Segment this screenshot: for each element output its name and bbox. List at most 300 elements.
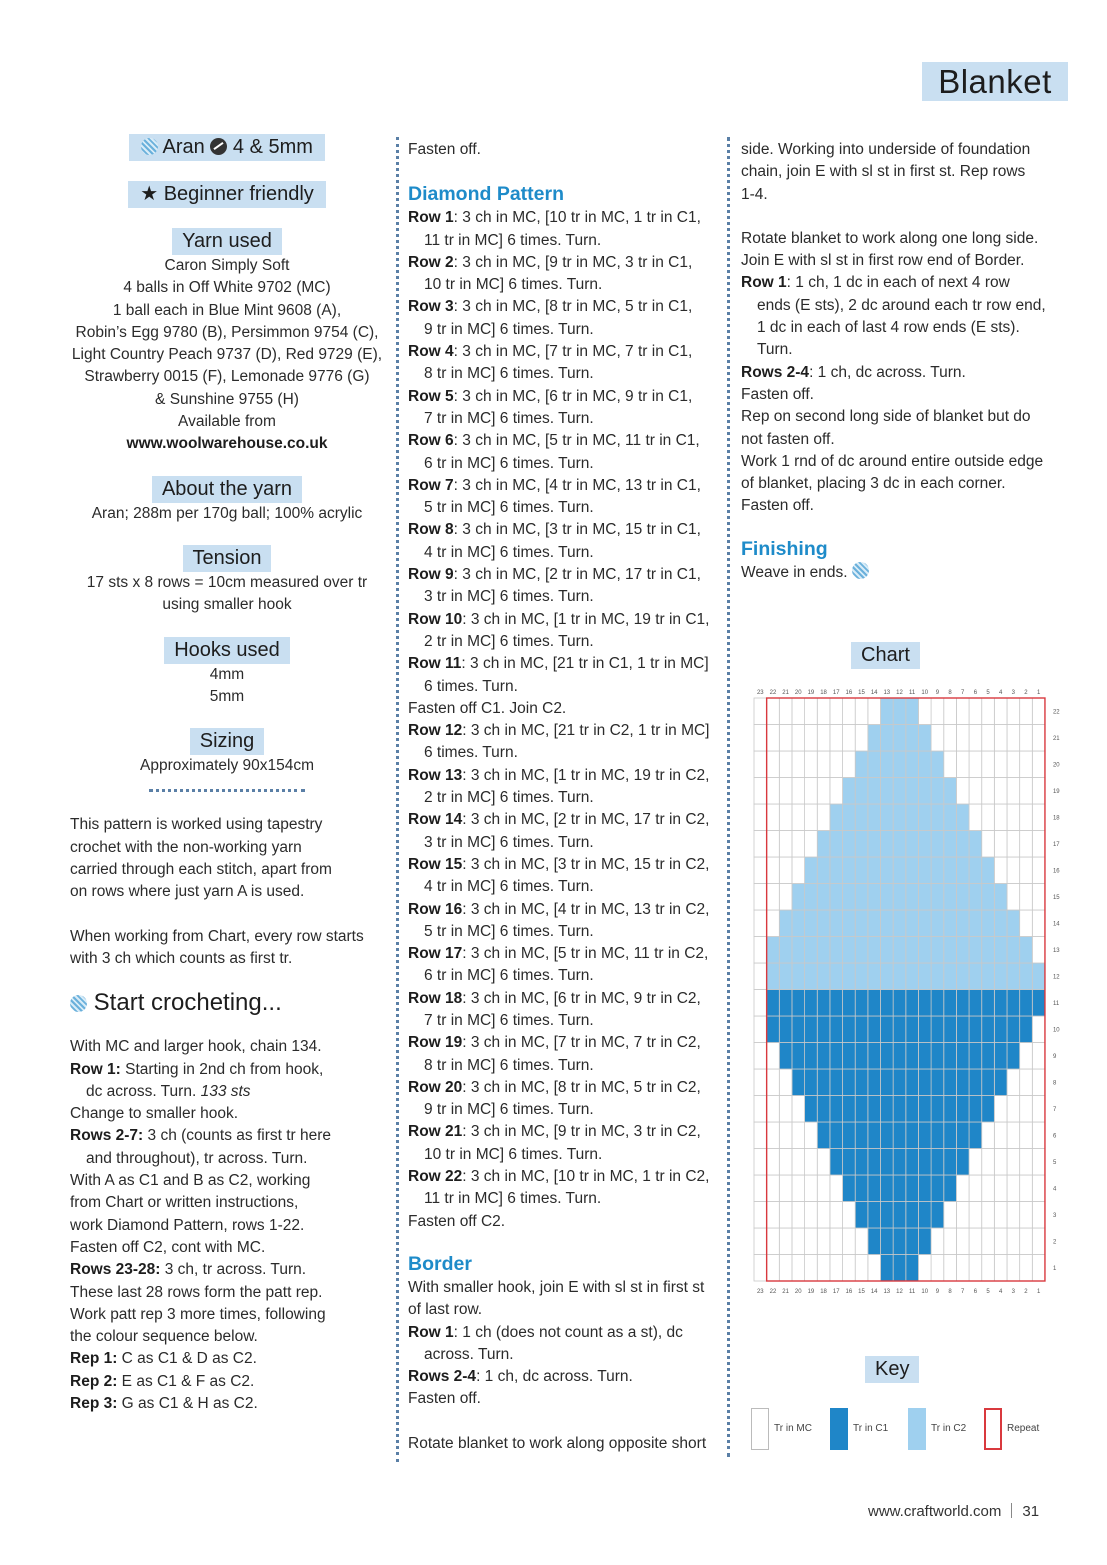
chart-cell: [931, 751, 944, 778]
chart-cell: [893, 884, 906, 911]
instruction-line: [70, 1282, 384, 1304]
chart-cell: [1032, 937, 1045, 964]
chart-cell: [931, 1016, 944, 1043]
chart-cell: [843, 857, 856, 884]
chart-cell: [893, 698, 906, 725]
row-label: Rep 3:: [70, 1394, 118, 1412]
instruction-text: : 3 ch in MC, [3 tr in MC, 15 tr in C1,: [453, 521, 701, 539]
instruction-text: 1 dc in each of last 4 row ends (E sts).: [757, 319, 1020, 337]
yarn-heading: Yarn used: [172, 228, 282, 255]
chart-cell: [931, 990, 944, 1017]
instruction-text: dc across. Turn.: [86, 1082, 201, 1100]
chart-cell: [754, 1228, 767, 1255]
chart-cell: [830, 1149, 843, 1176]
chart-cell: [1020, 725, 1033, 752]
info-column: [70, 134, 384, 1415]
chart-cell: [944, 698, 957, 725]
chart-cell: [994, 831, 1007, 858]
chart-cell: [918, 910, 931, 937]
chart-col-label-bottom: 13: [883, 1289, 891, 1295]
chart-cell: [881, 804, 894, 831]
chart-cell: [868, 884, 881, 911]
stitch-count: 133 sts: [200, 1082, 251, 1100]
instruction-line: [408, 519, 726, 541]
chart-cell: [792, 1016, 805, 1043]
row-label: Row 4: [408, 343, 454, 361]
instruction-text: : 3 ch in MC, [9 tr in MC, 3 tr in C1,: [453, 253, 693, 271]
chart-cell: [779, 751, 792, 778]
chart-cell: [817, 1202, 830, 1229]
chart-heading: Chart: [851, 642, 920, 669]
instruction-line: [70, 1304, 384, 1326]
instruction-text: 6 times. Turn.: [424, 677, 518, 695]
chart-cell: [843, 778, 856, 805]
chart-cell: [817, 778, 830, 805]
row-label: Row 3: [408, 298, 454, 316]
chart-cell: [767, 725, 780, 752]
chart-cell: [1032, 1016, 1045, 1043]
chart-cell: [969, 831, 982, 858]
chart-cell: [982, 937, 995, 964]
chart-cell: [868, 990, 881, 1017]
chart-cell: [805, 751, 818, 778]
chart-cell: [779, 1149, 792, 1176]
instruction-text: Fasten off C2.: [408, 1212, 506, 1230]
chart-cell: [1020, 1122, 1033, 1149]
chart-cell: [1007, 1096, 1020, 1123]
chart-cell: [994, 884, 1007, 911]
instruction-text: : 3 ch in MC, [8 tr in MC, 5 tr in C2,: [462, 1078, 701, 1096]
instruction-line: [408, 965, 726, 987]
chart-cell: [1007, 990, 1020, 1017]
chart-cell: [931, 804, 944, 831]
chart-col-label-bottom: 5: [986, 1289, 990, 1295]
chart-cell: [767, 1228, 780, 1255]
chart-cell: [767, 831, 780, 858]
instruction-line: [741, 317, 1061, 339]
chart-cell: [754, 963, 767, 990]
chart-cell: [817, 1122, 830, 1149]
chart-cell: [1020, 804, 1033, 831]
chart-cell: [893, 804, 906, 831]
chart-cell: [893, 1149, 906, 1176]
chart-col-label-bottom: 2: [1024, 1289, 1028, 1295]
chart-col-label-bottom: 4: [999, 1289, 1003, 1295]
chart-cell: [805, 1228, 818, 1255]
instruction-line: [408, 1277, 726, 1299]
chart-cell: [982, 963, 995, 990]
tension-heading: Tension: [183, 545, 272, 572]
chart-cell: [893, 1228, 906, 1255]
chart-cell: [893, 1096, 906, 1123]
chart-cell: [792, 1255, 805, 1282]
chart-cell: [881, 1228, 894, 1255]
instruction-text: Fasten off.: [741, 385, 814, 403]
chart-col-label-top: 16: [845, 690, 853, 696]
key-swatch: [830, 1408, 848, 1450]
chart-cell: [767, 804, 780, 831]
instruction-text: Change to smaller hook.: [70, 1105, 239, 1123]
pattern-column: [408, 139, 726, 1455]
chart-cell: [1032, 1122, 1045, 1149]
chart-cell: [779, 1043, 792, 1070]
chart-cell: [1007, 1228, 1020, 1255]
chart-cell: [956, 1202, 969, 1229]
chart-cell: [830, 698, 843, 725]
instruction-text: 11 tr in MC] 6 times. Turn.: [424, 1190, 602, 1208]
chart-cell: [944, 963, 957, 990]
chart-cell: [754, 804, 767, 831]
chart-cell: [969, 1149, 982, 1176]
instruction-line: [408, 899, 726, 921]
intro-paragraph: [70, 814, 384, 903]
chart-cell: [1032, 778, 1045, 805]
chart-cell: [994, 857, 1007, 884]
chart-cell: [754, 937, 767, 964]
chart-row-label: 9: [1052, 1053, 1057, 1060]
chart-cell: [855, 1016, 868, 1043]
chart-cell: [906, 1202, 919, 1229]
chart-cell: [792, 1175, 805, 1202]
chart-cell: [906, 1122, 919, 1149]
chart-cell: [906, 1149, 919, 1176]
instruction-text: : 3 ch in MC, [4 tr in MC, 13 tr in C1,: [453, 476, 701, 494]
chart-cell: [817, 698, 830, 725]
instruction-text: 6 times. Turn.: [424, 744, 518, 762]
instruction-text: : 3 ch in MC, [8 tr in MC, 5 tr in C1,: [453, 298, 693, 316]
chart-cell: [944, 990, 957, 1017]
chart-cell: [918, 804, 931, 831]
chart-cell: [906, 1255, 919, 1282]
chart-cell: [982, 1096, 995, 1123]
chart-cell: [830, 1255, 843, 1282]
instruction-text: side. Working into underside of foundation: [741, 141, 1031, 158]
chart-row-label: 2: [1052, 1239, 1057, 1246]
key-swatch: [984, 1408, 1002, 1450]
instruction-text: Weave in ends.: [741, 563, 852, 581]
supplier-link[interactable]: www.woolwarehouse.co.uk: [126, 435, 328, 453]
sizing-heading: Sizing: [190, 728, 264, 755]
chart-cell: [754, 1096, 767, 1123]
instruction-text: 7 tr in MC] 6 times. Turn.: [424, 1011, 594, 1029]
chart-col-label-top: 11: [909, 690, 916, 696]
chart-cell: [1020, 751, 1033, 778]
chart-cell: [956, 1096, 969, 1123]
chart-cell: [956, 910, 969, 937]
chart-cell: [754, 1043, 767, 1070]
chart-col-label-bottom: 9: [935, 1289, 940, 1295]
chart-cell: [1032, 1069, 1045, 1096]
chart-row-label: 21: [1052, 735, 1060, 742]
chart-cell: [830, 751, 843, 778]
yarn-line: & Sunshine 9755 (H): [155, 390, 299, 408]
instruction-text: of last row.: [408, 1301, 483, 1319]
instruction-text: : 1 ch, dc across. Turn.: [809, 363, 966, 381]
chart-cell: [855, 1149, 868, 1176]
spacer: [408, 1411, 726, 1433]
chart-cell: [1020, 1149, 1033, 1176]
chart-cell: [931, 725, 944, 752]
instruction-text: 9 tr in MC] 6 times. Turn.: [424, 1101, 594, 1119]
chart-cell: [1032, 910, 1045, 937]
chart-cell: [1007, 884, 1020, 911]
chart-cell: [805, 1175, 818, 1202]
chart-cell: [956, 778, 969, 805]
chart-cell: [830, 990, 843, 1017]
chart-cell: [830, 1069, 843, 1096]
chart-cell: [855, 725, 868, 752]
instruction-text: : 1 ch, 1 dc in each of next 4 row: [786, 274, 1010, 292]
row-label: Row 2: [408, 253, 454, 271]
chart-cell: [893, 1202, 906, 1229]
chart-cell: [830, 1016, 843, 1043]
section-divider: [149, 789, 305, 792]
chart-cell: [805, 804, 818, 831]
column-divider: [396, 137, 399, 1462]
chart-cell: [1007, 698, 1020, 725]
instruction-line: [408, 1366, 726, 1388]
instruction-line: [408, 274, 726, 296]
chart-cell: [754, 884, 767, 911]
chart-cell: [767, 1096, 780, 1123]
instruction-line: [741, 562, 1061, 584]
instruction-text: : 3 ch in MC, [7 tr in MC, 7 tr in C1,: [453, 343, 693, 361]
intro-line: crochet with the non-working yarn: [70, 838, 302, 856]
chart-cell: [779, 937, 792, 964]
chart-cell: [843, 990, 856, 1017]
chart-cell: [754, 778, 767, 805]
instruction-text: : 3 ch in MC, [6 tr in MC, 9 tr in C1,: [453, 387, 693, 405]
chart-cell: [1020, 910, 1033, 937]
chart-cell: [855, 910, 868, 937]
chart-col-label-bottom: 8: [948, 1289, 952, 1295]
chart-cell: [893, 751, 906, 778]
chart-col-label-bottom: 3: [1011, 1289, 1015, 1295]
instruction-line: [408, 1077, 726, 1099]
instruction-text: Work 1 rnd of dc around entire outside edge: [741, 452, 1044, 470]
instruction-text: : 3 ch in MC, [5 tr in MC, 11 tr in C2,: [462, 945, 709, 963]
chart-cell: [1020, 1096, 1033, 1123]
instruction-line: [70, 1259, 384, 1281]
chart-cell: [830, 1202, 843, 1229]
chart-cell: [868, 1202, 881, 1229]
row-label: Rows 23-28:: [70, 1261, 161, 1279]
level-label: Beginner friendly: [163, 183, 314, 205]
key-label: Tr in MC: [774, 1423, 812, 1434]
chart-cell: [855, 1096, 868, 1123]
key-heading: Key: [865, 1356, 919, 1383]
chart-cell: [754, 857, 767, 884]
chart-cell: [843, 1096, 856, 1123]
chart-cell: [843, 1255, 856, 1282]
chart-col-label-top: 21: [782, 690, 789, 696]
finishing-column: [741, 139, 1061, 584]
hook-icon: [210, 138, 227, 155]
chart-cell: [956, 1255, 969, 1282]
chart-cell: [944, 1255, 957, 1282]
instruction-line: [408, 564, 726, 586]
chart-cell: [779, 1228, 792, 1255]
chart-cell: [830, 778, 843, 805]
row-label: Row 13: [408, 766, 463, 784]
chart-cell: [767, 884, 780, 911]
instruction-text: 6 tr in MC] 6 times. Turn.: [424, 967, 594, 985]
chart-row-label: 6: [1052, 1133, 1057, 1140]
chart-cell: [906, 1175, 919, 1202]
chart-cell: [855, 1122, 868, 1149]
chart-cell: [918, 751, 931, 778]
chart-cell: [767, 963, 780, 990]
chart-cell: [868, 751, 881, 778]
chart-cell: [805, 990, 818, 1017]
chart-cell: [881, 698, 894, 725]
chart-cell: [767, 990, 780, 1017]
instruction-line: [741, 272, 1061, 294]
chart-row-label: 12: [1052, 974, 1060, 981]
footer-site: www.craftworld.com: [868, 1503, 1002, 1520]
chart-cell: [779, 804, 792, 831]
chart-cell: [817, 725, 830, 752]
chart-cell: [956, 1043, 969, 1070]
chart-cell: [767, 1122, 780, 1149]
chart-cell: [868, 1096, 881, 1123]
chart-cell: [1032, 963, 1045, 990]
chart-col-label-top: 8: [948, 690, 952, 696]
instruction-text: C as C1 & D as C2.: [117, 1350, 257, 1368]
chart-cell: [767, 910, 780, 937]
start-heading: [70, 988, 384, 1018]
chart-cell: [994, 1096, 1007, 1123]
chart-cell: [893, 1043, 906, 1070]
instruction-line: [408, 252, 726, 274]
instruction-line: [408, 207, 726, 229]
instruction-text: Fasten off.: [741, 497, 814, 515]
chart-cell: [906, 751, 919, 778]
chart-cell: [1020, 778, 1033, 805]
chart-cell: [1032, 1255, 1045, 1282]
chart-row-label: 10: [1052, 1027, 1060, 1034]
chart-cell: [1020, 963, 1033, 990]
chart-cell: [868, 1043, 881, 1070]
chart-cell: [881, 990, 894, 1017]
instruction-text: : 3 ch in MC, [1 tr in MC, 19 tr in C1,: [462, 610, 710, 628]
chart-cell: [944, 778, 957, 805]
chart-cell: [817, 831, 830, 858]
chart-cell: [931, 1202, 944, 1229]
instruction-line: [70, 1059, 384, 1081]
chart-cell: [881, 910, 894, 937]
chart-cell: [1007, 1175, 1020, 1202]
row-label: Row 1:: [70, 1060, 121, 1078]
chart-cell: [767, 751, 780, 778]
chart-cell: [956, 1069, 969, 1096]
chart-cell: [767, 778, 780, 805]
instruction-line: [70, 1215, 384, 1237]
instruction-line: [70, 1170, 384, 1192]
yarn-line: Strawberry 0015 (F), Lemonade 9776 (G): [84, 368, 370, 386]
chart-cell: [982, 1202, 995, 1229]
chart-cell: [956, 963, 969, 990]
row-label: Rows 2-7:: [70, 1127, 144, 1145]
chart-cell: [855, 963, 868, 990]
key-swatch: [908, 1408, 926, 1450]
chart-cell: [994, 990, 1007, 1017]
chart-cell: [754, 725, 767, 752]
chart-cell: [881, 778, 894, 805]
chart-cell: [956, 698, 969, 725]
chart-cell: [792, 698, 805, 725]
instruction-text: 5 tr in MC] 6 times. Turn.: [424, 499, 594, 517]
chart-cell: [754, 1202, 767, 1229]
instruction-line: [741, 451, 1061, 473]
chart-cell: [982, 698, 995, 725]
chart-cell: [754, 831, 767, 858]
instruction-text: Fasten off.: [408, 141, 481, 158]
chart-cell: [944, 1069, 957, 1096]
chart-cell: [982, 1069, 995, 1096]
chart-cell: [969, 910, 982, 937]
row-label: Row 16: [408, 900, 463, 918]
chart-cell: [956, 937, 969, 964]
chart-cell: [982, 1122, 995, 1149]
chart-cell: [805, 857, 818, 884]
chart-cell: [944, 910, 957, 937]
chart-cell: [982, 1043, 995, 1070]
row-label: Row 20: [408, 1078, 463, 1096]
chart-cell: [994, 725, 1007, 752]
chart-cell: [969, 1228, 982, 1255]
chart-cell: [779, 698, 792, 725]
instruction-text: E as C1 & F as C2.: [117, 1372, 255, 1390]
chart-cell: [855, 937, 868, 964]
chart-cell: [792, 963, 805, 990]
instruction-line: [741, 139, 1061, 161]
instruction-line: [70, 1326, 384, 1348]
chart-cell: [906, 857, 919, 884]
chart-cell: [969, 804, 982, 831]
chart-cell: [754, 698, 767, 725]
chart-cell: [830, 804, 843, 831]
chart-col-label-top: 3: [1011, 690, 1015, 696]
spacer: [741, 206, 1061, 228]
chart-cell: [868, 910, 881, 937]
chart-cell: [969, 1043, 982, 1070]
instruction-text: 8 tr in MC] 6 times. Turn.: [424, 1056, 594, 1074]
chart-col-label-top: 4: [999, 690, 1003, 696]
chart-col-label-bottom: 17: [832, 1289, 840, 1295]
instruction-line: [70, 1192, 384, 1214]
chart-cell: [931, 1175, 944, 1202]
row-label: Row 18: [408, 989, 463, 1007]
chart-cell: [994, 1043, 1007, 1070]
chart-cell: [1007, 1255, 1020, 1282]
chart-cell: [931, 1096, 944, 1123]
instruction-line: [70, 1237, 384, 1259]
instruction-line: [741, 339, 1061, 361]
instruction-line: [408, 921, 726, 943]
yarn-details: [70, 255, 384, 433]
instruction-text: : 1 ch, dc across. Turn.: [476, 1368, 633, 1386]
chart-cell: [944, 725, 957, 752]
chart-cell: [779, 725, 792, 752]
chart-col-label-top: 13: [883, 690, 891, 696]
chart-cell: [931, 1255, 944, 1282]
chart-col-label-bottom: 18: [820, 1289, 827, 1295]
chart-cell: [805, 1016, 818, 1043]
chart-cell: [906, 990, 919, 1017]
tension-line: 17 sts x 8 rows = 10cm measured over tr: [86, 573, 368, 591]
chart-cell: [969, 990, 982, 1017]
